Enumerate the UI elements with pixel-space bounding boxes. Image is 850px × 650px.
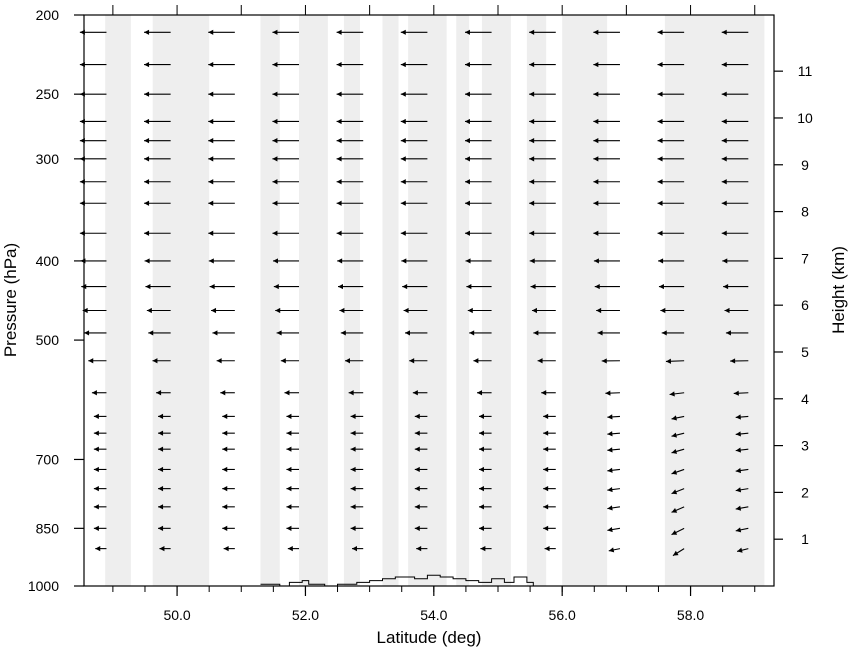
height-tick-label: 4 <box>801 390 809 407</box>
shaded-band-9 <box>527 15 546 586</box>
vector-head <box>144 92 149 97</box>
vector-head <box>94 447 99 452</box>
vector-head <box>401 138 406 143</box>
vector-head <box>607 414 612 419</box>
vector-head <box>607 431 612 436</box>
vector-head <box>337 258 342 263</box>
vector-head <box>658 92 663 97</box>
vector-head <box>337 231 342 236</box>
vector-head <box>92 390 97 395</box>
vector-head <box>607 505 612 510</box>
vector-head <box>286 447 291 452</box>
vector-head <box>338 284 343 289</box>
vector-head <box>222 526 227 531</box>
left-axis-label: Pressure (hPa) <box>1 242 20 358</box>
pressure-tick-label: 400 <box>35 252 59 269</box>
vector-head <box>211 308 216 313</box>
vector-head <box>658 231 663 236</box>
vector-head <box>94 431 99 436</box>
vector-head <box>286 414 291 419</box>
vector-head <box>401 258 406 263</box>
vector-head <box>222 447 227 452</box>
pressure-tick-label: 850 <box>35 520 59 537</box>
vector-head <box>479 504 484 509</box>
vector-head <box>222 414 227 419</box>
vector-head <box>401 92 406 97</box>
vector-head <box>609 547 614 552</box>
height-tick-label: 3 <box>801 437 809 454</box>
vector-head <box>658 201 663 206</box>
vector-head <box>473 358 478 363</box>
shaded-band-3 <box>299 15 328 586</box>
height-tick-label: 2 <box>801 484 809 501</box>
vector-head <box>658 258 663 263</box>
shaded-band-8 <box>482 15 511 586</box>
vector-head <box>607 447 612 452</box>
vector-head <box>337 62 342 67</box>
x-tick-label: 50.0 <box>163 607 191 623</box>
pressure-tick-label: 300 <box>35 150 59 167</box>
height-tick-label: 10 <box>797 109 813 126</box>
vector-head <box>337 201 342 206</box>
pressure-tick-label: 200 <box>35 7 59 23</box>
vector-head <box>288 546 293 551</box>
vector-head <box>94 467 99 472</box>
vector-head <box>94 486 99 491</box>
right-axis-label: Height (km) <box>829 246 848 334</box>
vector-head <box>341 330 346 335</box>
vector-head <box>401 62 406 67</box>
vector-head <box>401 119 406 124</box>
vector-head <box>84 330 89 335</box>
shaded-bands <box>105 15 764 586</box>
vector-head <box>658 62 663 67</box>
shaded-band-10 <box>562 15 607 586</box>
vector-head <box>147 308 152 313</box>
vector-head <box>94 526 99 531</box>
vector-head <box>94 504 99 509</box>
height-tick-label: 5 <box>801 343 809 360</box>
vector-head <box>337 179 342 184</box>
vector-head <box>224 546 229 551</box>
vector-head <box>477 390 482 395</box>
x-tick-label: 56.0 <box>548 607 576 623</box>
vector-head <box>401 156 406 161</box>
vector-head <box>222 504 227 509</box>
vector-head <box>405 330 410 335</box>
vector-head <box>404 308 409 313</box>
vector-head <box>145 284 150 289</box>
shaded-band-2 <box>261 15 280 586</box>
shaded-band-5 <box>382 15 398 586</box>
vector-head <box>337 119 342 124</box>
vector-head <box>95 546 100 551</box>
shaded-band-11 <box>665 15 764 586</box>
vector-head <box>658 119 663 124</box>
vector-head <box>222 467 227 472</box>
vector-head <box>662 330 667 335</box>
pressure-tick-label: 250 <box>35 86 59 103</box>
vector-head <box>337 92 342 97</box>
vector-head <box>144 231 149 236</box>
height-tick-label: 1 <box>801 531 809 548</box>
vector-head <box>144 179 149 184</box>
vector-head <box>401 30 406 35</box>
vector-head <box>145 258 150 263</box>
vector-head <box>286 504 291 509</box>
vector-head <box>281 358 286 363</box>
vector-head <box>479 431 484 436</box>
vector-head <box>88 358 93 363</box>
vector-head <box>660 308 665 313</box>
shaded-band-7 <box>456 15 469 586</box>
vector-head <box>479 526 484 531</box>
shaded-band-6 <box>408 15 447 586</box>
vector-head <box>339 308 344 313</box>
vector-head <box>401 201 406 206</box>
height-tick-label: 9 <box>801 156 809 173</box>
height-tick-label: 11 <box>797 63 813 80</box>
vector-head <box>337 30 342 35</box>
vector-head <box>401 231 406 236</box>
vector-head <box>220 390 225 395</box>
shaded-band-1 <box>153 15 209 586</box>
height-tick-label: 6 <box>801 297 809 314</box>
vector-head <box>469 330 474 335</box>
pressure-tick-label: 1000 <box>27 578 59 594</box>
vector-head <box>144 30 149 35</box>
vector-head <box>144 138 149 143</box>
pressure-tick-label: 700 <box>35 451 59 468</box>
vector-head <box>607 527 612 532</box>
pressure-tick-label: 500 <box>35 332 59 349</box>
height-tick-label: 7 <box>801 250 809 267</box>
vector-head <box>94 414 99 419</box>
vector-head <box>402 284 407 289</box>
vector-head <box>144 62 149 67</box>
vector-head <box>337 138 342 143</box>
vector-head <box>284 390 289 395</box>
vector-head <box>479 486 484 491</box>
x-tick-label: 58.0 <box>676 607 705 623</box>
x-tick-label: 52.0 <box>291 607 320 623</box>
vector-head <box>209 258 214 263</box>
x-axis-label: Latitude (deg) <box>376 628 482 647</box>
vector-head <box>212 330 217 335</box>
vector-head <box>217 358 222 363</box>
vector-head <box>210 284 215 289</box>
vector-head <box>479 467 484 472</box>
shaded-band-4 <box>344 15 360 586</box>
vector-head <box>144 156 149 161</box>
vector-head <box>658 179 663 184</box>
vector-head <box>479 414 484 419</box>
vector-head <box>401 179 406 184</box>
vector-head <box>286 467 291 472</box>
vector-head <box>479 447 484 452</box>
vector-head <box>658 156 663 161</box>
vector-head <box>222 486 227 491</box>
height-tick-label: 8 <box>801 203 809 220</box>
vector-head <box>148 330 153 335</box>
vector-head <box>658 138 663 143</box>
vector-head <box>659 284 664 289</box>
x-tick-label: 54.0 <box>420 607 448 623</box>
vector-head <box>144 119 149 124</box>
vector-head <box>286 431 291 436</box>
vector-head <box>337 156 342 161</box>
vector-head <box>286 526 291 531</box>
vector-head <box>144 201 149 206</box>
shaded-band-0 <box>105 15 131 586</box>
vector-head <box>658 30 663 35</box>
vector-head <box>222 431 227 436</box>
vector-head <box>286 486 291 491</box>
